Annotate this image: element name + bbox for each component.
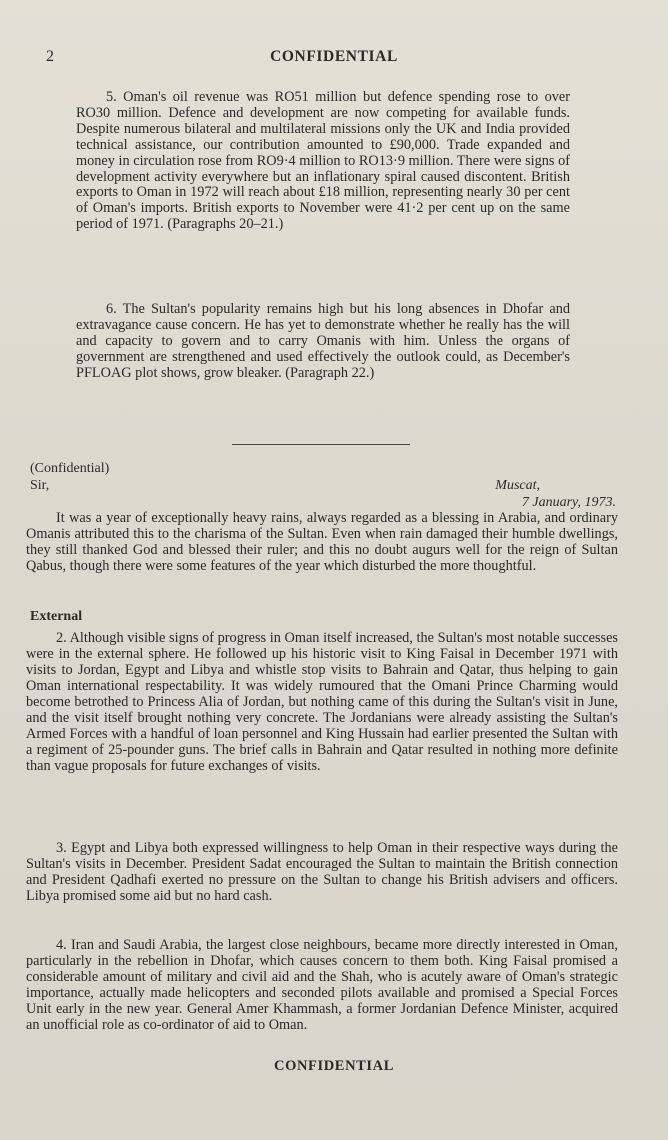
- paragraph-text: 2. Although visible signs of progress in Oman itself increased, the Sultan's most notable successes were in the external sphere. He followed up his historic visit to King Faisal in December 1971 with visits to Jordan, Egypt and Libya and whistle stop visits to Bahrain and Qatar, thus helping to gain Oman international respectability. It was widely rumoured that the Omani Prince Charming would become betrothed to Princess Alia of Jordan, but nothing came of this during the Sultan's visit in June, and the visit itself brought nothing very concrete. The Jordanians were already assisting the Sultan's Armed Forces with a handful of loan personnel and King Hussain had earlier presented the Sultan with a regiment of 25-pounder guns. The brief calls in Bahrain and Qatar resulted in nothing more definite than vague proposals for future exchanges of visits.: [26, 630, 618, 774]
- letter-paragraph-3: [26, 840, 618, 904]
- page-header: [0, 48, 668, 70]
- section-divider: [232, 444, 410, 445]
- classification-note: (Confidential): [30, 461, 110, 476]
- place: Muscat,: [495, 478, 540, 493]
- letter-paragraph-4: [26, 937, 618, 1033]
- paragraph-text: 5. Oman's oil revenue was RO51 million but defence spending rose to over RO30 million. Defence and development are now competing for available funds. Despite numerous bilateral and multilateral missions only the UK and India provided technical assistance, our contribution amounted to £90,000. Trade expanded and money in circulation rose from RO9·4 million to RO13·9 million. There were signs of development activity everywhere but an inflationary spiral caused discontent. British exports to Oman in 1972 will reach about £18 million, representing nearly 30 per cent of Oman's imports. British exports to November were 41·2 per cent up on the same period of 1971. (Paragraphs 20–21.): [76, 89, 570, 233]
- salutation: Sir,: [30, 478, 50, 493]
- classification-header: CONFIDENTIAL: [270, 48, 398, 65]
- paragraph-text: 3. Egypt and Libya both expressed willingness to help Oman in their respective ways during the Sultan's visits in December. President Sadat encouraged the Sultan to maintain the British connection and President Qadhafi exerted no pressure on the Sultan to change his British advisers and officers. Libya promised some aid but no hard cash.: [26, 840, 618, 904]
- letter-heading: [30, 460, 630, 494]
- section-heading: External: [30, 609, 83, 624]
- letter-intro: [26, 510, 618, 574]
- classification-footer: CONFIDENTIAL: [274, 1058, 394, 1074]
- letter-paragraph-2: [26, 630, 618, 774]
- page-number: 2: [46, 48, 54, 65]
- summary-paragraph-6: [76, 302, 570, 382]
- paragraph-text: 6. The Sultan's popularity remains high but his long absences in Dhofar and extravagance cause concern. He has yet to demonstrate whether he really has the will and capacity to govern and to carry Omanis with him. Unless the organs of government are strengthened and used effectively the outlook could, as December's PFLOAG plot shows, grow bleaker. (Paragraph 22.): [76, 301, 570, 381]
- paragraph-text: 4. Iran and Saudi Arabia, the largest close neighbours, became more directly interested in Oman, particularly in the rebellion in Dhofar, which causes concern to them both. King Faisal promised a considerable amount of military and civil aid and the Shah, who is acutely aware of Oman's strategic importance, actually made helicopters and seconded pilots available and promised a Special Forces Unit early in the new year. General Amer Khammash, a former Jordanian Defence Minister, acquired an unofficial role as co-ordinator of aid to Oman.: [26, 937, 618, 1033]
- paragraph-text: It was a year of exceptionally heavy rains, always regarded as a blessing in Arabia, and ordinary Omanis attributed this to the charisma of the Sultan. Even when rain damaged their humble dwellings, they still thanked God and blessed their ruler; and this no doubt augurs well for the reign of Sultan Qabus, though there were some features of the year which disturbed the more thoughtful.: [26, 510, 618, 574]
- letter-date: 7 January, 1973.: [521, 495, 616, 510]
- summary-paragraph-5: [76, 90, 570, 233]
